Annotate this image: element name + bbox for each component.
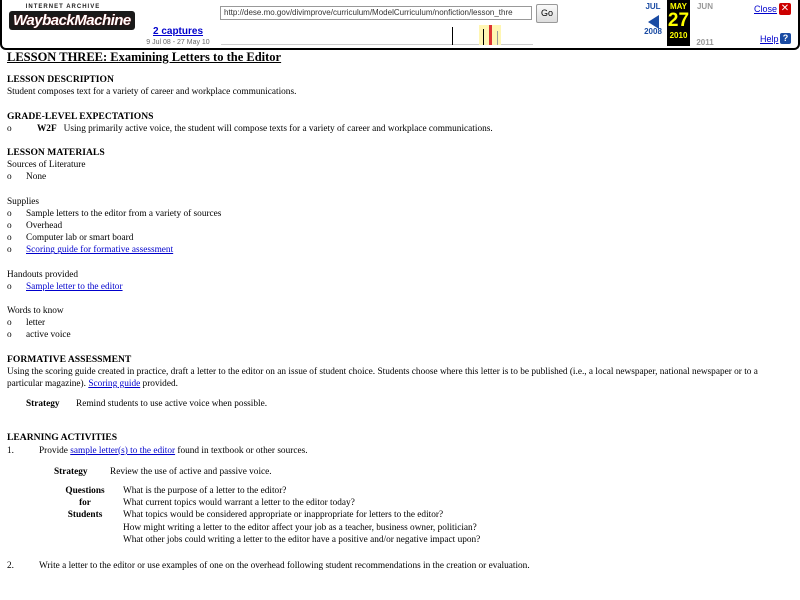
activities-heading: LEARNING ACTIVITIES	[7, 432, 118, 444]
prev-month: JUL	[645, 2, 661, 11]
question-item: What is the purpose of a letter to the editor?	[123, 486, 287, 497]
materials-heading: LESSON MATERIALS	[7, 147, 105, 159]
formative-body: Using the scoring guide created in practice, draft a letter to the editor on an issue of student choice. Students choose where this letter is to be published (i.e., a local newspaper, national newspaper or to a particular magazine).	[7, 366, 758, 390]
scoring-guide-link[interactable]: Scoring guide for formative assessment	[26, 245, 174, 256]
strategy-text: Remind students to use active voice when possible.	[76, 399, 268, 410]
gle-item	[7, 123, 793, 135]
questions-label-line: Students	[67, 510, 103, 521]
words-label: Words to know	[7, 306, 64, 317]
list-item: o letter	[7, 317, 793, 329]
wayback-logo[interactable]	[9, 2, 131, 42]
close-icon[interactable]: ✕	[780, 3, 790, 14]
formative-text	[7, 366, 793, 390]
captures-info	[138, 26, 218, 46]
logo-main-text: WaybackMachine	[9, 11, 135, 30]
captures-link[interactable]: 2 captures	[152, 26, 204, 37]
handouts-label: Handouts provided	[7, 269, 79, 280]
activity-number: 2.	[7, 561, 14, 572]
question-item: What other jobs could writing a letter to the editor have a positive and/or negative impact upon?	[123, 534, 481, 545]
go-button[interactable]: Go	[536, 4, 558, 23]
prev-arrow-icon[interactable]	[648, 15, 659, 29]
gle-heading: GRADE-LEVEL EXPECTATIONS	[7, 110, 154, 122]
next-month: JUN	[696, 2, 713, 11]
current-day: 27	[667, 10, 690, 31]
lesson-content	[7, 51, 793, 572]
next-capture	[692, 2, 718, 47]
questions-label-line: for	[79, 498, 91, 509]
strategy-label: Strategy	[54, 466, 88, 477]
question-item: What topics would be considered appropriate or inappropriate for letters to the editor?	[123, 510, 444, 521]
list-item: o Sample letters to the editor from a variety of sources	[7, 208, 793, 220]
url-input[interactable]: http://dese.mo.gov/divimprove/curriculum/ModelCurriculum/nonfiction/lesson_thre	[220, 6, 532, 20]
wayback-toolbar	[0, 0, 800, 50]
formative-scoring-link[interactable]: Scoring guide	[88, 379, 141, 390]
list-item: o None	[7, 171, 793, 183]
sources-label: Sources of Literature	[7, 160, 86, 171]
list-item: o active voice	[7, 329, 793, 341]
sparkline-capture-mark	[483, 29, 484, 45]
activity-2	[7, 560, 793, 572]
question-item: What current topics would warrant a letter to the editor today?	[123, 498, 355, 509]
activity-1-strategy	[54, 466, 793, 478]
sparkline-current-marker	[489, 25, 492, 45]
formative-tail: provided.	[142, 379, 178, 390]
sparkline-capture-mark	[452, 27, 453, 45]
current-month: MAY	[669, 2, 688, 11]
sample-letter-link[interactable]: Sample letter to the editor	[26, 281, 123, 292]
current-year: 2010	[669, 31, 688, 40]
activity-2-text: Write a letter to the editor or use examples of one on the overhead following student recommendations in the creation or evaluation.	[39, 561, 530, 572]
logo-small-text: INTERNET ARCHIVE	[25, 4, 101, 10]
sample-letters-link[interactable]: sample letter(s) to the editor	[70, 445, 176, 456]
supplies-label: Supplies	[7, 196, 40, 207]
strategy-label: Strategy	[26, 399, 60, 410]
prev-year: 2008	[644, 27, 662, 36]
description-text: Student composes text for a variety of career and workplace communications.	[7, 87, 297, 98]
list-item: o Computer lab or smart board	[7, 232, 793, 244]
help-link[interactable]: Help	[760, 34, 779, 44]
list-item: o Overhead	[7, 220, 793, 232]
description-heading: LESSON DESCRIPTION	[7, 74, 114, 86]
activity-number: 1.	[7, 445, 14, 456]
questions-label	[51, 485, 123, 546]
next-year: 2011	[696, 38, 714, 47]
question-item: How might writing a letter to the editor affect your job as a teacher, business owner, politician?	[123, 522, 477, 533]
gle-text: Using primarily active voice, the student will compose texts for a variety of career and workplace communications.	[63, 123, 493, 134]
capture-range: 9 Jul 08 - 27 May 10	[146, 39, 210, 46]
questions-label-line: Questions	[65, 486, 105, 497]
questions-list	[123, 485, 503, 546]
activity-1-pre: Provide	[39, 445, 68, 456]
formative-heading: FORMATIVE ASSESSMENT	[7, 353, 132, 365]
gle-code: W2F	[37, 123, 57, 134]
list-item	[7, 244, 793, 256]
activity-1-post: found in textbook or other sources.	[177, 445, 308, 456]
help-icon[interactable]: ?	[780, 33, 791, 44]
current-capture	[667, 0, 690, 46]
page-title: LESSON THREE: Examining Letters to the Editor	[7, 50, 282, 64]
formative-strategy	[26, 398, 793, 410]
captures-sparkline[interactable]	[221, 25, 533, 45]
list-item	[7, 281, 793, 293]
sparkline-capture-mark	[497, 31, 498, 45]
strategy-text: Review the use of active and passive voice.	[110, 466, 272, 477]
activity-1	[7, 445, 793, 457]
close-link[interactable]: Close	[754, 4, 778, 14]
questions-table	[51, 485, 503, 546]
